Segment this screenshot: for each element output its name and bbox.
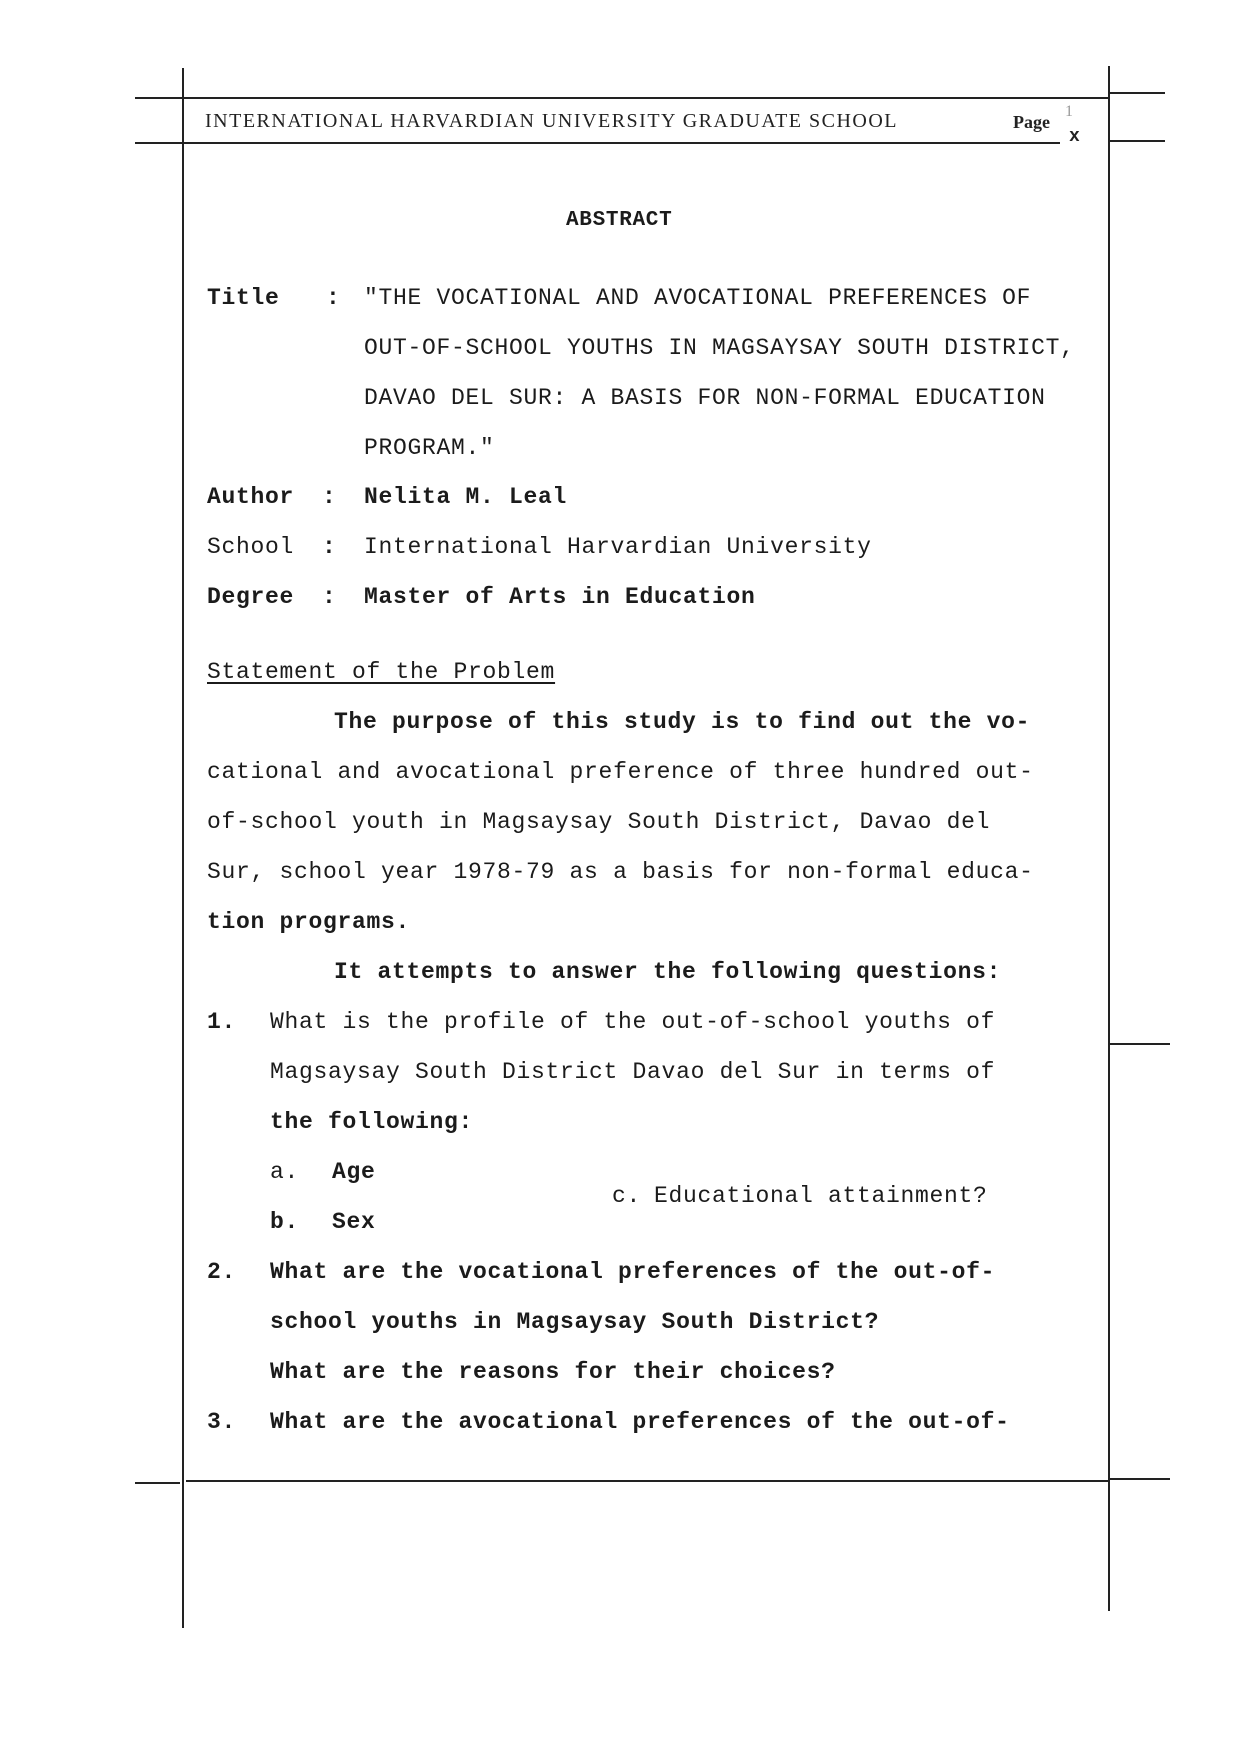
frame-left-rule <box>182 68 184 1628</box>
page-number: 1 <box>1065 103 1073 120</box>
frame-top-right-rule <box>1110 92 1165 94</box>
school-header: INTERNATIONAL HARVARDIAN UNIVERSITY GRADUATE SCHOOL <box>205 110 899 132</box>
header-bottom-rule-left <box>135 142 180 144</box>
question-2-line-2: school youths in Magsaysay South District? <box>270 1309 880 1335</box>
author-colon: : <box>322 484 337 510</box>
school-label: School <box>207 534 295 560</box>
degree-label: Degree <box>207 584 295 610</box>
degree-name: Master of Arts in Education <box>364 584 756 610</box>
question-3-line-1: What are the avocational preferences of the out-of- <box>270 1409 1010 1435</box>
frame-top-left-rule <box>135 97 180 99</box>
question-1-line-1: What is the profile of the out-of-school youths of <box>270 1009 996 1035</box>
title-line-2: OUT-OF-SCHOOL YOUTHS IN MAGSAYSAY SOUTH DISTRICT, <box>364 335 1075 361</box>
paragraph-line-5: tion programs. <box>207 909 411 935</box>
frame-bottom-rule <box>186 1480 1110 1482</box>
sub-item-a-letter: a. <box>270 1159 300 1185</box>
author-label: Author <box>207 484 295 510</box>
frame-bottom-rule-left <box>135 1482 180 1484</box>
abstract-heading: ABSTRACT <box>566 209 673 232</box>
question-3-number: 3. <box>207 1409 237 1435</box>
sub-item-c-letter: c. <box>612 1183 642 1209</box>
paragraph-line-1: The purpose of this study is to find out the vo- <box>334 709 1031 735</box>
title-label: Title <box>207 285 280 311</box>
title-line-3: DAVAO DEL SUR: A BASIS FOR NON-FORMAL EDUCATION <box>364 385 1046 411</box>
sub-item-a-text: Age <box>332 1159 376 1185</box>
question-1-number: 1. <box>207 1009 237 1035</box>
frame-right-rule <box>1108 66 1110 1611</box>
title-line-4: PROGRAM." <box>364 435 495 461</box>
margin-mark-right <box>1110 1043 1170 1045</box>
degree-colon: : <box>322 584 337 610</box>
question-2-line-3: What are the reasons for their choices? <box>270 1359 836 1385</box>
questions-intro: It attempts to answer the following questions: <box>334 959 1002 985</box>
sub-item-b-text: Sex <box>332 1209 376 1235</box>
page-mark: x <box>1069 127 1080 147</box>
question-1-line-2: Magsaysay South District Davao del Sur in terms of <box>270 1059 996 1085</box>
frame-bottom-rule-right <box>1110 1478 1170 1480</box>
title-line-1: "THE VOCATIONAL AND AVOCATIONAL PREFERENCES OF <box>364 285 1032 311</box>
title-colon: : <box>326 285 341 311</box>
statement-heading: Statement of the Problem <box>207 659 556 685</box>
author-name: Nelita M. Leal <box>364 484 568 510</box>
sub-item-c-text: Educational attainment? <box>654 1183 988 1209</box>
paragraph-line-2: cational and avocational preference of three hundred out- <box>207 759 1034 785</box>
question-2-line-1: What are the vocational preferences of the out-of- <box>270 1259 996 1285</box>
paragraph-line-3: of-school youth in Magsaysay South District, Davao del <box>207 809 991 835</box>
school-name: International Harvardian University <box>364 534 872 560</box>
frame-top-rule <box>180 97 1110 99</box>
header-bottom-rule <box>180 142 1060 144</box>
question-1-line-3: the following: <box>270 1109 474 1135</box>
page-label: Page <box>1013 112 1050 132</box>
school-colon: : <box>322 534 337 560</box>
question-2-number: 2. <box>207 1259 237 1285</box>
paragraph-line-4: Sur, school year 1978-79 as a basis for non-formal educa- <box>207 859 1034 885</box>
sub-item-b-letter: b. <box>270 1209 300 1235</box>
header-bottom-rule-right <box>1110 140 1165 142</box>
